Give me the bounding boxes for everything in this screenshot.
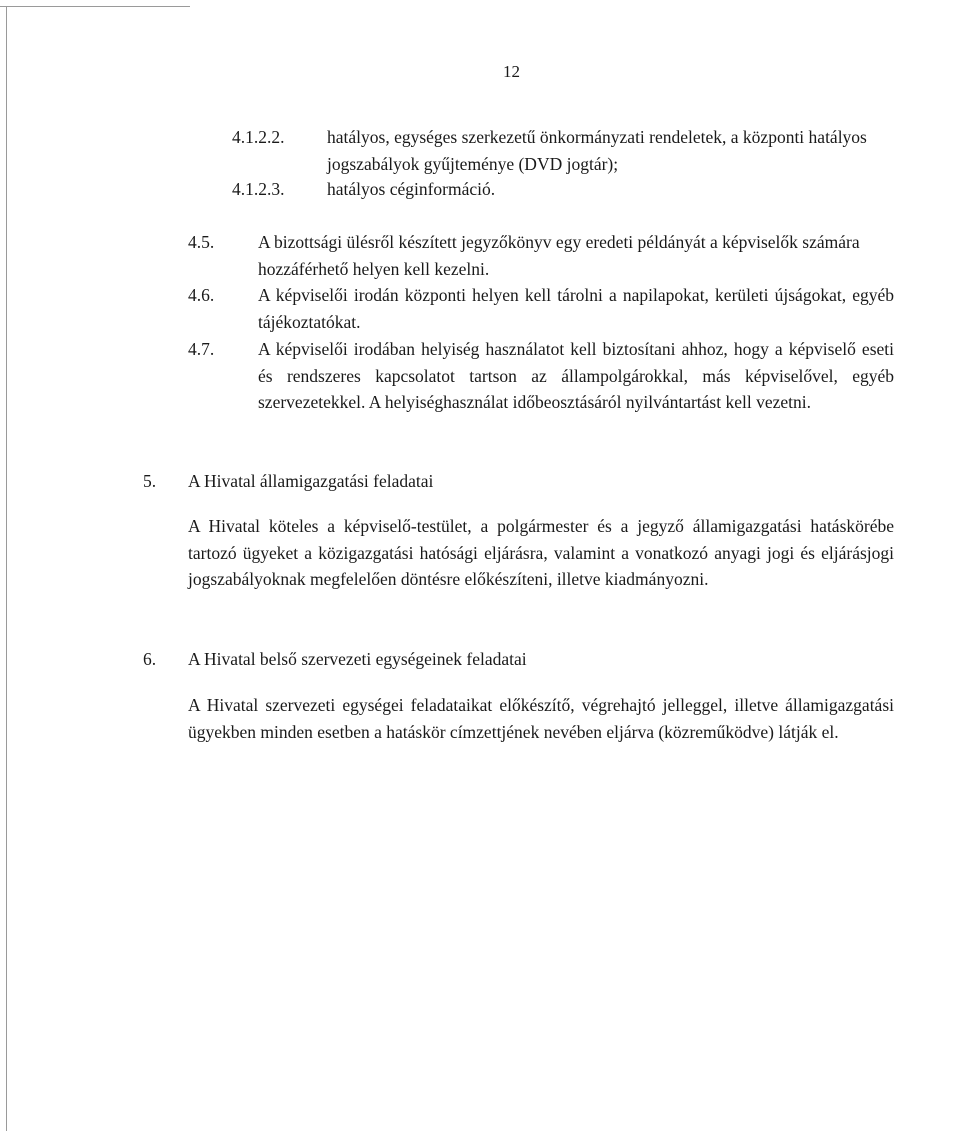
item-number: 4.1.2.2. [232,127,285,147]
item-text: hatályos céginformáció. [327,179,496,199]
item-number: 4.5. [188,232,215,252]
item-number: 4.1.2.3. [232,179,285,199]
item-text: A képviselői irodán központi helyen kell tárolni a napilapokat, kerületi újságokat, egyéb tájékoztatókat. [258,285,894,332]
item-text: hatályos, egységes szerkezetű önkormányzati rendeletek, a központi hatályos jogszabályok gyűjteménye (DVD jogtár); [327,127,867,174]
section-number: 6. [143,649,157,669]
page-number: 12 [503,62,520,81]
item-text: A képviselői irodában helyiség használatot kell biztosítani ahhoz, hogy a képviselő eseti és rendszeres kapcsolatot tartson az állampolgárokkal, más képviselővel, egyéb szervezetekkel. A helyiséghasználat időbeosztásáról nyilvántartást kell vezetni. [258,339,894,412]
section-heading: A Hivatal belső szervezeti egységeinek feladatai [188,649,527,669]
section-body: A Hivatal köteles a képviselő-testület, a polgármester és a jegyző államigazgatási hatáskörébe tartozó ügyeket a közigazgatási hatósági eljárásra, valamint a vonatkozó anyagi jogi és eljárásjogi jogszabályoknak megfelelően döntésre előkészíteni, illetve kiadmányozni. [188,516,894,589]
item-text: A bizottsági ülésről készített jegyzőkönyv egy eredeti példányát a képviselők számára hozzáférhető helyen kell kezelni. [258,232,860,279]
scan-border-left [6,6,7,1131]
section-heading: A Hivatal államigazgatási feladatai [188,471,434,491]
section-body: A Hivatal szervezeti egységei feladataikat előkészítő, végrehajtó jelleggel, illetve államigazgatási ügyekben minden esetben a hatáskör címzettjének nevében eljárva (közreműködve) látják el. [188,695,894,742]
item-number: 4.6. [188,285,215,305]
item-number: 4.7. [188,339,215,359]
scan-border-top [0,6,190,7]
section-number: 5. [143,471,157,491]
